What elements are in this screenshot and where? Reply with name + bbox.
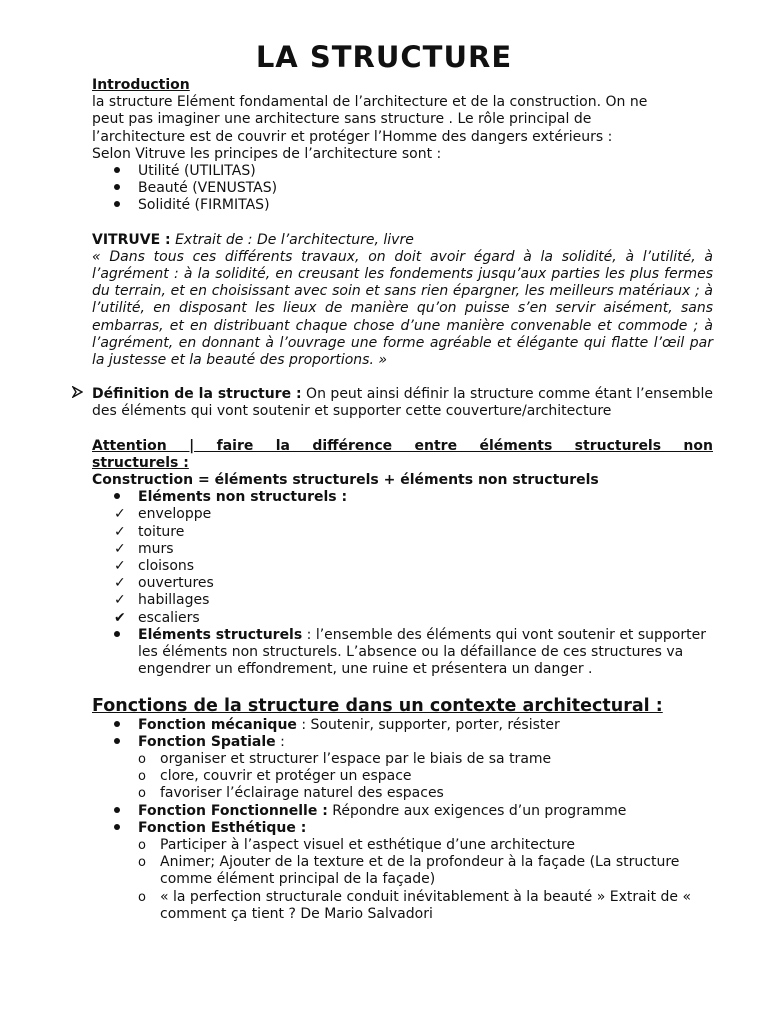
list-item: ✔ escaliers xyxy=(114,609,200,626)
functions-list xyxy=(92,717,713,751)
circle-bullet-icon: o xyxy=(138,889,146,905)
list-item: o Animer; Ajouter de la texture et de la profondeur à la façade (La structure comme élément principal de la façade) xyxy=(138,854,680,888)
bullet-dot-icon xyxy=(114,489,126,506)
page-title: LA STRUCTURE xyxy=(255,40,513,74)
circle-bullet-icon: o xyxy=(138,751,146,767)
list-item: ✓ cloisons xyxy=(114,558,195,575)
list-item: Beauté (VENUSTAS) xyxy=(92,180,713,197)
check-icon: ✓ xyxy=(114,575,126,592)
list-item: o organiser et structurer l’espace par le biais de sa trame xyxy=(138,750,552,767)
circle-bullet-icon: o xyxy=(138,786,146,802)
intro-heading: Introduction xyxy=(92,77,190,93)
circle-bullet-icon: o xyxy=(138,837,146,853)
aesthetic-sublist xyxy=(92,837,713,923)
bullet-dot-icon xyxy=(114,180,126,197)
intro-line-2: peut pas imaginer une architecture sans structure . Le rôle principal de xyxy=(92,111,592,128)
circle-bullet-icon: o xyxy=(138,855,146,871)
bullet-dot-icon xyxy=(114,627,126,644)
vitruve-quote: « Dans tous ces différents travaux, on doit avoir égard à la solidité, à l’utilité, à l’agrément : à la solidité, en creusant les fondements jusqu’aux parties les plus fermes du terrain, et en choisissant avec soin et sans rien épargner, les meilleurs matériaux ; à l’utilité, en disposant les lieux de manière qu’on puisse s’en servir aisément, sans embarras, et en distribuant chaque chose d’une manière convenable et commode ; à l’agrément, en donnant à l’ouvrage une forme agréable et élégante qui flatte l’œil par la justesse et la beauté des proportions. » xyxy=(92,248,713,369)
bullet-dot-icon xyxy=(114,734,126,751)
list-item: o Participer à l’aspect visuel et esthétique d’une architecture xyxy=(138,836,575,853)
list-item: ✓ habillages xyxy=(114,592,210,609)
bullet-dot-icon xyxy=(114,803,126,820)
list-item: Fonction Esthétique : xyxy=(92,820,713,837)
list-item: Utilité (UTILITAS) xyxy=(92,163,713,180)
check-icon: ✓ xyxy=(114,506,126,523)
document-body xyxy=(92,77,713,923)
list-item: Eléments structurels : l’ensemble des éléments qui vont soutenir et supporter les éléments non structurels. L’absence ou la défaillance de ces structures va engendrer un effondrement, une ruine et présentera un danger . xyxy=(92,627,713,679)
intro-line-1: la structure Elément fondamental de l’architecture et de la construction. On ne xyxy=(92,94,648,111)
bullet-dot-icon xyxy=(114,163,126,180)
check-icon: ✓ xyxy=(114,558,126,575)
structural-list xyxy=(92,627,713,679)
list-item: o favoriser l’éclairage naturel des espaces xyxy=(138,785,444,802)
principles-list xyxy=(92,163,713,215)
list-item: o clore, couvrir et protéger un espace xyxy=(138,768,412,785)
functions-heading: Fonctions de la structure dans un contexte architectural : xyxy=(92,695,663,716)
bullet-dot-icon xyxy=(114,197,126,214)
check-icon: ✓ xyxy=(114,523,126,540)
definition-item: Définition de la structure : On peut ainsi définir la structure comme étant l’ensemble des éléments qui vont soutenir et supporter cette couverture/architecture xyxy=(92,386,713,420)
elements-list xyxy=(92,489,713,506)
bullet-dot-icon xyxy=(114,820,126,837)
check-icon: ✓ xyxy=(114,540,126,557)
check-icon: ✔ xyxy=(114,609,126,626)
attention-line-2: structurels : xyxy=(92,454,189,471)
check-icon: ✓ xyxy=(114,592,126,609)
list-item: Solidité (FIRMITAS) xyxy=(92,197,713,214)
functions-list-continued xyxy=(92,803,713,837)
construction-equation: Construction = éléments structurels + éléments non structurels xyxy=(92,472,599,489)
spatial-sublist xyxy=(92,751,713,803)
list-item: ✓ enveloppe xyxy=(114,506,212,523)
list-item: ✓ murs xyxy=(114,540,174,557)
list-item: ✓ toiture xyxy=(114,523,185,540)
list-item: ✓ ouvertures xyxy=(114,575,214,592)
list-item: o « la perfection structurale conduit inévitablement à la beauté » Extrait de « comment ça tient ? De Mario Salvadori xyxy=(138,888,692,922)
circle-bullet-icon: o xyxy=(138,769,146,785)
arrow-bullet-icon xyxy=(72,386,83,403)
list-item: Eléments non structurels : xyxy=(92,489,713,506)
non-structural-list xyxy=(92,506,713,626)
list-item: Fonction Fonctionnelle : Répondre aux exigences d’un programme xyxy=(92,803,713,820)
intro-line-4: Selon Vitruve les principes de l’architecture sont : xyxy=(92,145,442,162)
list-item: Fonction Spatiale : xyxy=(92,734,713,751)
bullet-dot-icon xyxy=(114,717,126,734)
vitruve-source: VITRUVE : Extrait de : De l’architecture, livre xyxy=(92,231,414,248)
intro-line-3: l’architecture est de couvrir et protéger l’Homme des dangers extérieurs : xyxy=(92,128,613,145)
list-item: Fonction mécanique : Soutenir, supporter, porter, résister xyxy=(92,717,713,734)
attention-line-1: Attention | faire la différence entre éléments structurels non xyxy=(92,437,713,454)
